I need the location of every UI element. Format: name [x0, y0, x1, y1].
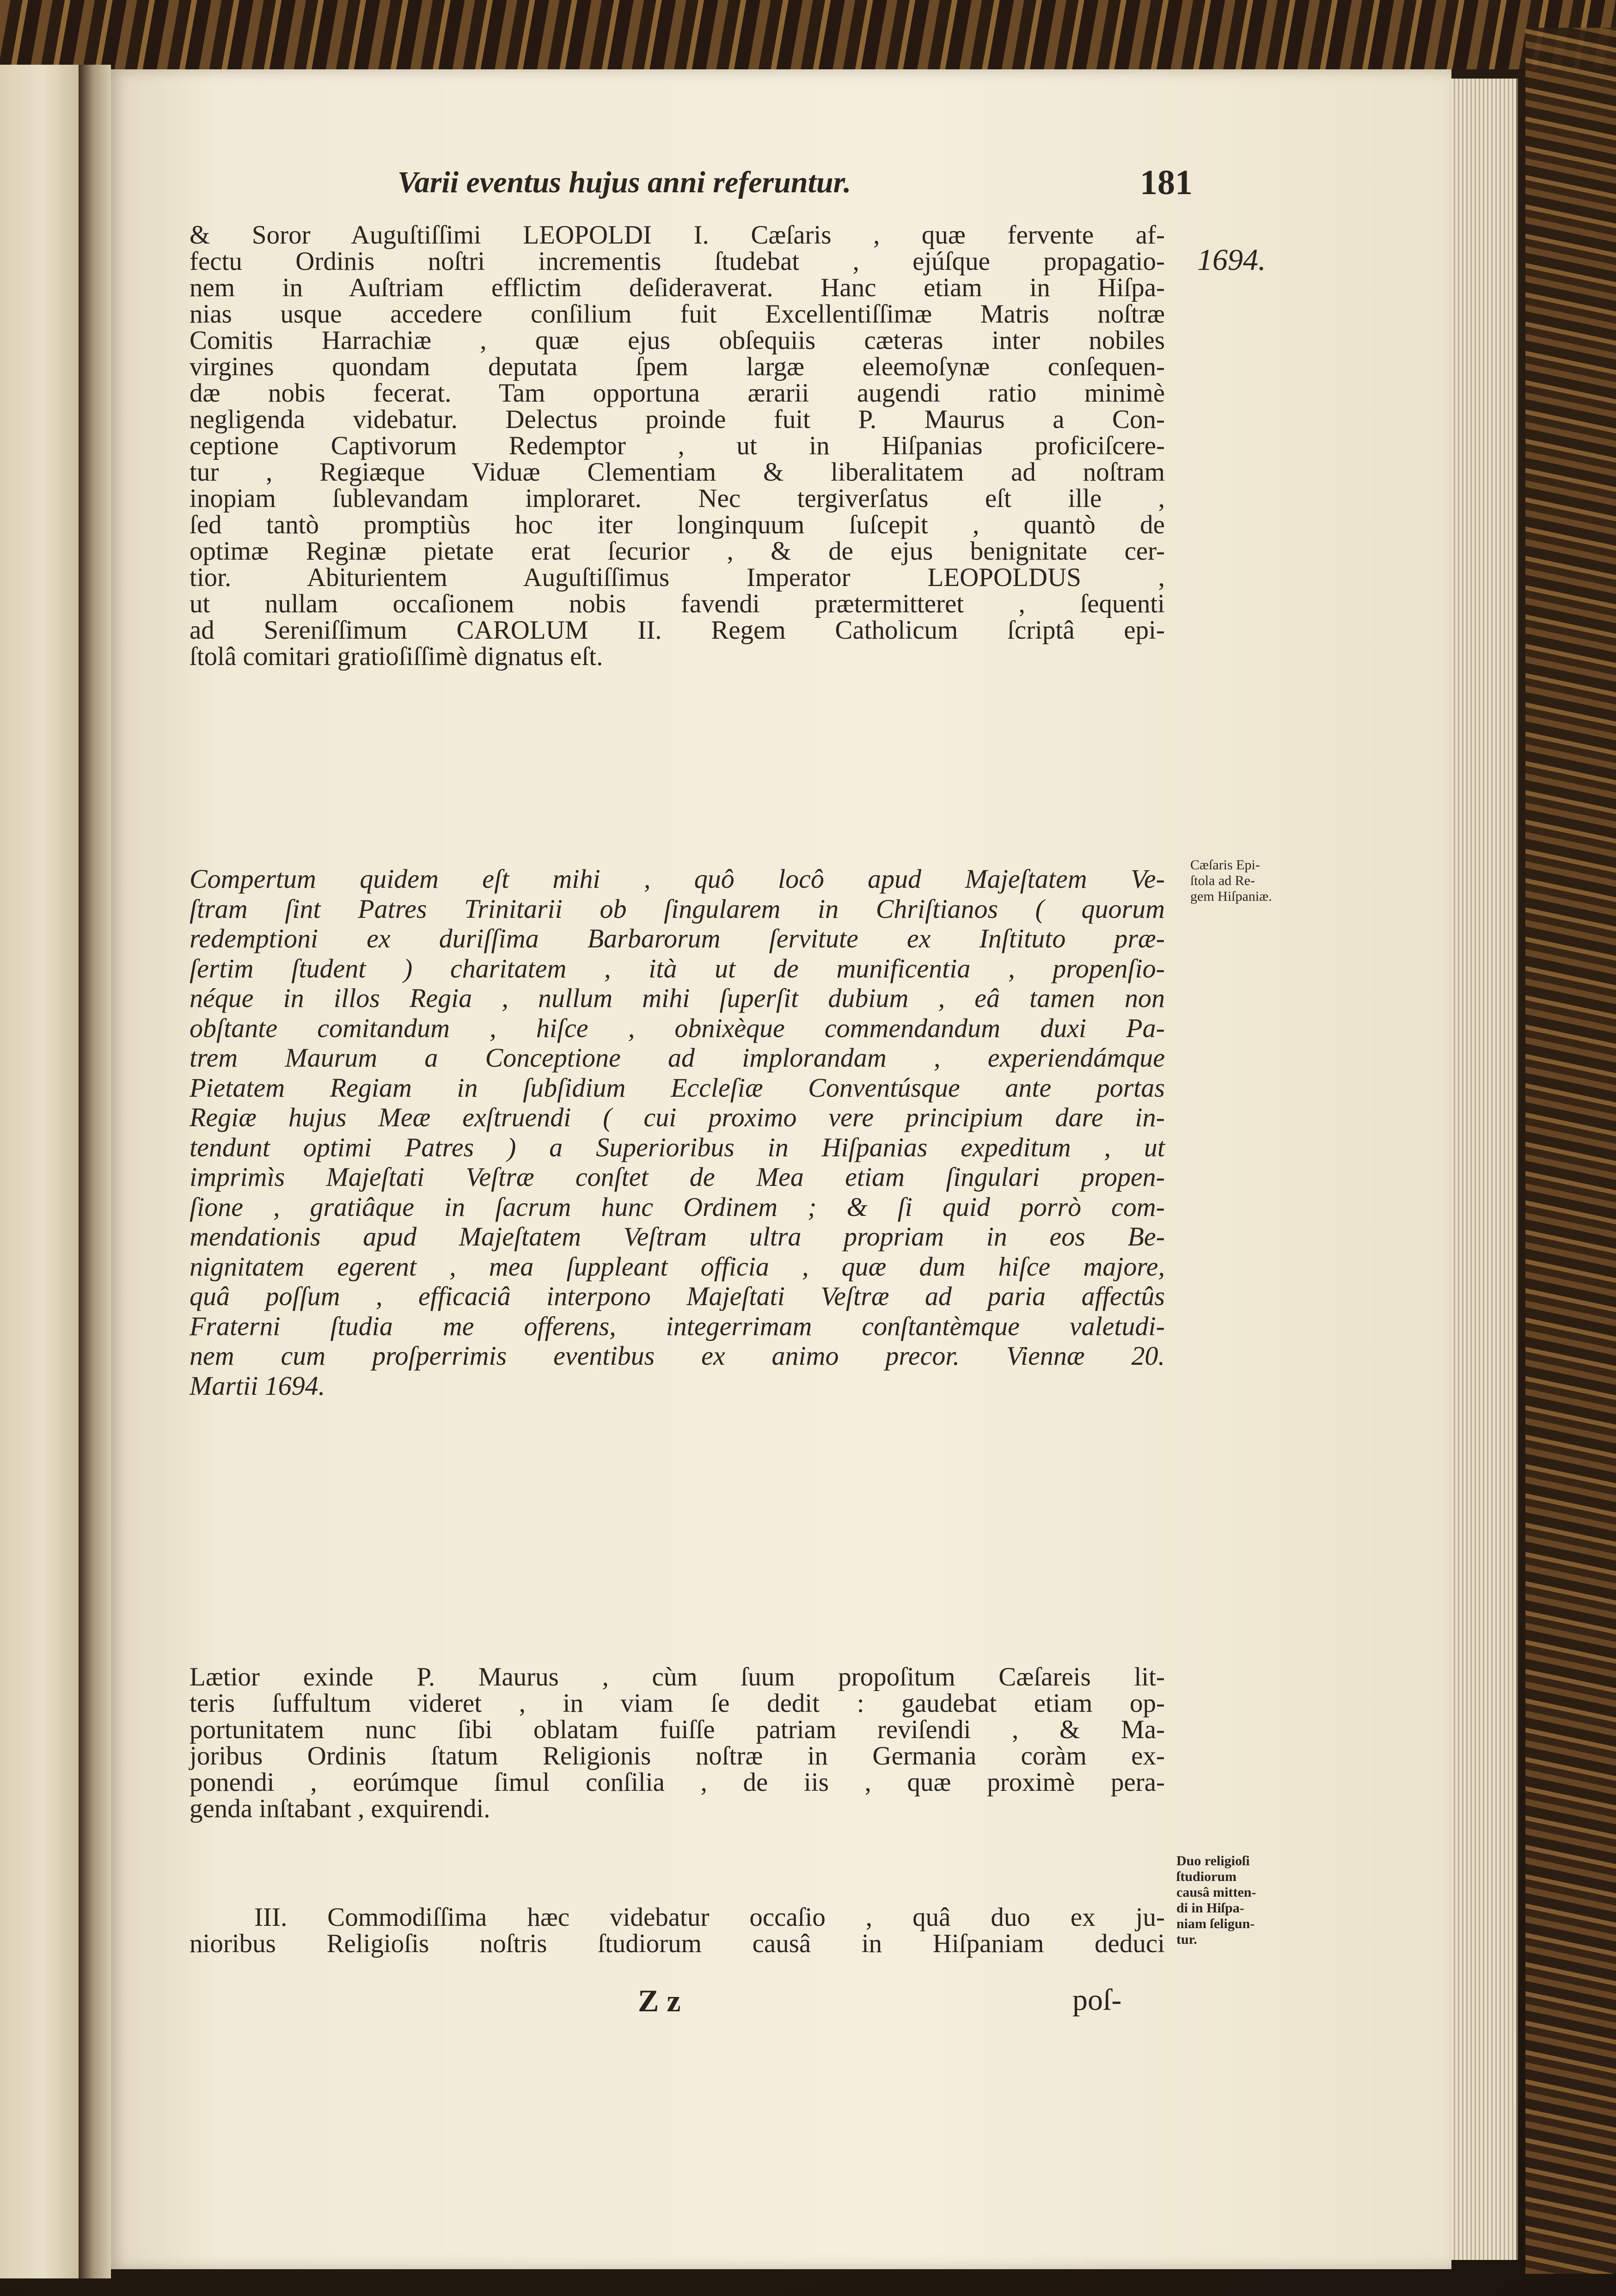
text-line: inopiam ſublevandam imploraret. Nec tergiverſatus eſt ille , [190, 484, 1165, 513]
letter-line: Pietatem Regiam in ſubſidium Eccleſiæ Conventúsque ante portas [190, 1072, 1165, 1103]
running-header [398, 157, 1193, 208]
letter-line: ſione , gratiâque in ſacrum hunc Ordinem ; & ſi quid porrò com- [190, 1191, 1165, 1222]
text-line: ad Sereniſſimum CAROLUM II. Regem Catholicum ſcriptâ epi- [190, 616, 1165, 645]
text-line: ſtolâ comitari gratioſiſſimè dignatus eſt. [190, 642, 603, 671]
paragraph-2 [190, 1664, 1165, 1822]
text-line: dæ nobis fecerat. Tam opportuna ærarii augendi ratio minimè [190, 379, 1165, 408]
signature-mark: Z z [638, 1983, 681, 2018]
text-line: genda inſtabant , exquirendi. [190, 1794, 490, 1823]
text-line: tur , Regiæque Viduæ Clementiam & liberalitatem ad noſtram [190, 458, 1165, 487]
text-line: nias usque accedere conſilium fuit Excellentiſſimæ Matris noſtræ [190, 299, 1165, 329]
text-line: teris ſuffultum videret , in viam ſe dedit : gaudebat etiam op- [190, 1689, 1165, 1718]
letter-line: mendationis apud Majeſtatem Veſtram ultra propriam in eos Be- [190, 1221, 1165, 1252]
letter-line: Regiæ hujus Meæ exſtruendi ( cui proximo vere principium dare in- [190, 1102, 1165, 1132]
text-line: ponendi , eorúmque ſimul conſilia , de iis , quæ proximè pera- [190, 1768, 1165, 1797]
text-line: nem in Auſtriam efflictim deſideraverat. Hanc etiam in Hiſpa- [190, 273, 1165, 302]
book-gutter [79, 65, 111, 2278]
text-line: ſed tantò promptiùs hoc iter longinquum ſuſcepit , quantò de [190, 510, 1165, 539]
running-title: Varii eventus hujus anni referuntur. [398, 165, 851, 199]
letter-line: nignitatem egerent , mea ſuppleant officia , quæ dum hiſce majore, [190, 1251, 1165, 1282]
letter-line: néque in illos Regia , nullum mihi ſuperſit dubium , eâ tamen non [190, 983, 1165, 1013]
text-line: nioribus Religioſis noſtris ſtudiorum causâ in Hiſpaniam deduci [190, 1929, 1165, 1958]
letter-line: imprimìs Majeſtati Veſtræ conſtet de Mea etiam ſingulari propen- [190, 1162, 1165, 1192]
text-line: portunitatem nunc ſibi oblatam fuiſſe patriam reviſendi , & Ma- [190, 1715, 1165, 1744]
letter-line: redemptioni ex duriſſima Barbarorum ſervitute ex Inſtituto præ- [190, 923, 1165, 953]
text-line: ut nullam occaſionem nobis favendi prætermitteret , ſequenti [190, 589, 1165, 618]
text-line: fectu Ordinis noſtri incrementis ſtudebat , ejúſque propagatio- [190, 247, 1165, 276]
paragraph-3 [190, 1904, 1165, 1957]
catchword: poſ- [1072, 1983, 1122, 2017]
letter-line: ſertim ſtudent ) charitatem , ità ut de munificentia , propenſio- [190, 953, 1165, 983]
margin-note-epistle: Cæſaris Epi- ſtola ad Re- gem Hiſpaniæ. [1190, 857, 1272, 904]
margin-year: 1694. [1197, 243, 1266, 277]
text-line: & Soror Auguſtiſſimi LEOPOLDI I. Cæſaris , quæ fervente af- [190, 220, 1165, 250]
left-page-edge [0, 65, 81, 2278]
paragraph-1 [190, 222, 1165, 670]
letter-line: Fraterni ſtudia me offerens, integerrimam conſtantèmque valetudi- [190, 1311, 1165, 1341]
letter-line: trem Maurum a Conceptione ad implorandam , experiendámque [190, 1043, 1165, 1073]
text-line: tior. Abiturientem Auguſtiſſimus Imperator LEOPOLDUS , [190, 563, 1165, 592]
margin-note-students: Duo religioſi ſtudiorum causâ mitten- di in Hiſpa- niam ſeligun- tur. [1176, 1853, 1256, 1947]
page-stack-edges [1447, 79, 1518, 2260]
letter-line: quâ poſſum , efficaciâ interpono Majeſtati Veſtræ ad paria affectûs [190, 1281, 1165, 1311]
text-line: Lætior exinde P. Maurus , cùm ſuum propoſitum Cæſareis lit- [190, 1662, 1165, 1691]
text-line: negligenda videbatur. Delectus proinde fuit P. Maurus a Con- [190, 405, 1165, 434]
letter-line: ſtram ſint Patres Trinitarii ob ſingularem in Chriſtianos ( quorum [190, 893, 1165, 924]
letter-line: obſtante comitandum , hiſce , obnixèque commendandum duxi Pa- [190, 1013, 1165, 1043]
letter-line: nem cum proſperrimis eventibus ex animo precor. Viennæ 20. [190, 1341, 1165, 1371]
text-line: Comitis Harrachiæ , quæ ejus obſequiis cæteras inter nobiles [190, 326, 1165, 355]
imperial-letter [190, 864, 1165, 1401]
cover-top-edge [0, 0, 1616, 69]
letter-line: tendunt optimi Patres ) a Superioribus in Hiſpanias expeditum , ut [190, 1132, 1165, 1162]
cover-right-edge [1525, 28, 1616, 2274]
text-line: III. Commodiſſima hæc videbatur occaſio , quâ duo ex ju- [254, 1903, 1165, 1932]
letter-line: Compertum quidem eſt mihi , quô locô apud Majeſtatem Ve- [190, 864, 1165, 894]
letter-line: Martii 1694. [190, 1370, 325, 1401]
text-line: virgines quondam deputata ſpem largæ eleemoſynæ conſequen- [190, 352, 1165, 381]
text-line: ceptione Captivorum Redemptor , ut in Hiſpanias proficiſcere- [190, 431, 1165, 460]
page-number: 181 [1140, 163, 1193, 202]
text-line: joribus Ordinis ſtatum Religionis noſtræ in Germania coràm ex- [190, 1741, 1165, 1771]
text-line: optimæ Reginæ pietate erat ſecurior , & de ejus benignitate cer- [190, 537, 1165, 566]
